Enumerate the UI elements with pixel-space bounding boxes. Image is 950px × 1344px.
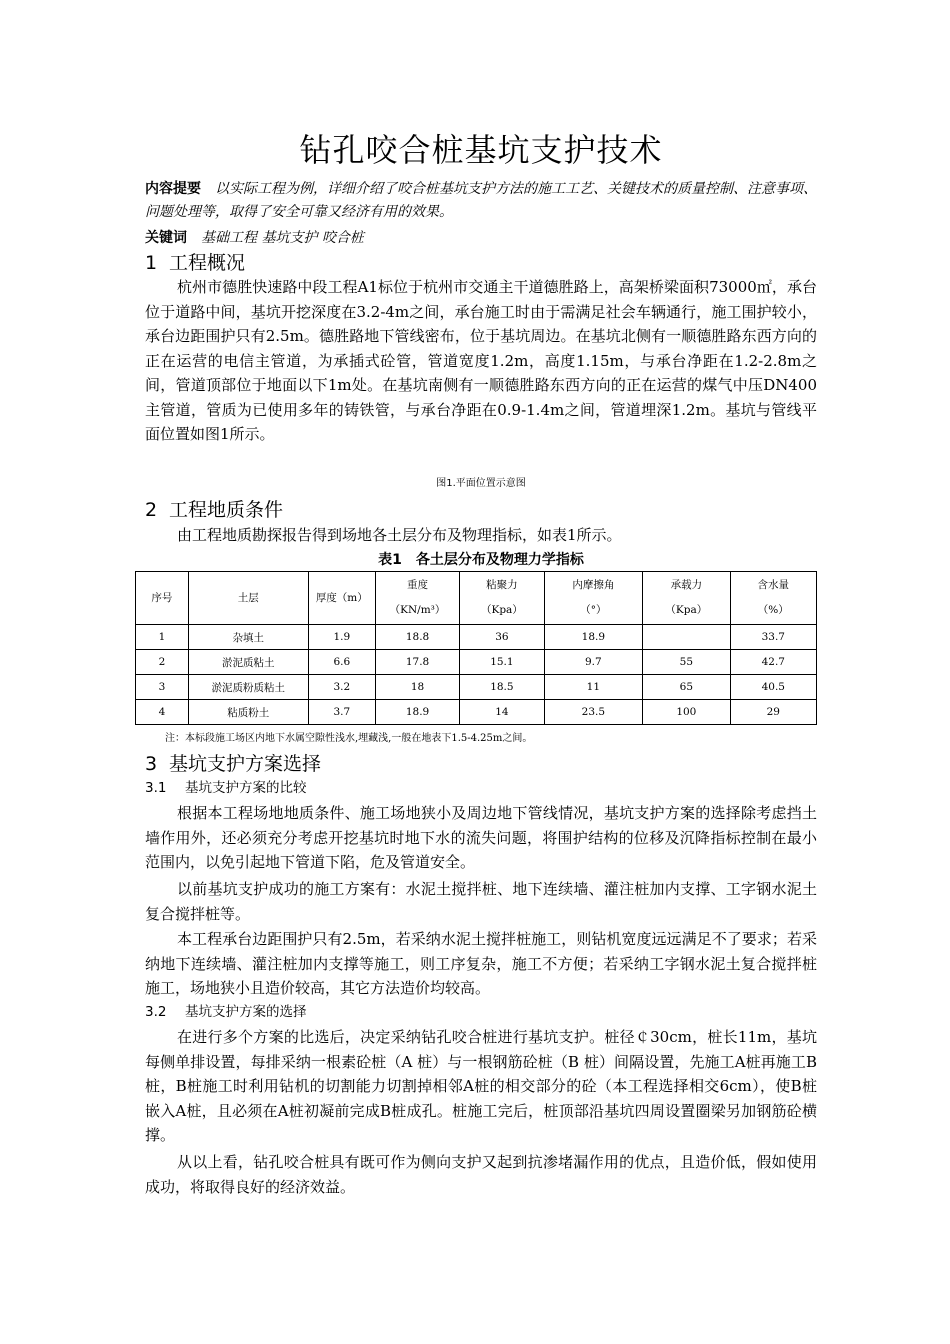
table-caption: 表1 各土层分布及物理力学指标 (378, 552, 584, 568)
section-3-number: 3 (145, 753, 158, 775)
header-cell: 内摩擦角 （°） (544, 572, 643, 625)
paragraph: 从以上看，钻孔咬合桩具有既可作为侧向支护又起到抗渗堵漏作用的优点，且造价低，假如使用成功，将取得良好的经济效益。 (145, 1153, 817, 1196)
table-cell: 29 (730, 700, 816, 725)
paragraph: 本工程承台边距围护只有2.5m，若采纳水泥土搅拌桩施工，则钻机宽度远远满足不了要求；若采纳地下连续墙、灌注桩加内支撑等施工，则工序复杂，施工不方便；若采纳工字钢水泥土复合搅拌桩施工，场地狭小且造价较高，其它方法造价均较高。 (145, 930, 817, 997)
keywords-text: 基础工程 基坑支护 咬合桩 (201, 230, 364, 246)
section-1-title: 工程概况 (169, 252, 246, 274)
table-cell (643, 625, 730, 650)
table-cell: 23.5 (544, 700, 643, 725)
section-1-number: 1 (145, 252, 158, 274)
subsection-3-2-title: 基坑支护方案的选择 (185, 1004, 307, 1020)
table-cell: 18.9 (544, 625, 643, 650)
table-cell: 3.7 (308, 700, 375, 725)
section-2-paragraph: 由工程地质勘探报告得到场地各土层分布及物理指标，如表1所示。 (177, 526, 622, 544)
paragraph: 以前基坑支护成功的施工方案有：水泥土搅拌桩、地下连续墙、灌注桩加内支撑、工字钢水泥土复合搅拌桩等。 (145, 880, 817, 923)
header-cell: 承载力 （Kpa） (643, 572, 730, 625)
section-2-heading (145, 498, 283, 522)
keywords-label: 关键词 (145, 230, 187, 246)
table-cell: 11 (544, 675, 643, 700)
table-cell: 粘质粉土 (188, 700, 308, 725)
paragraph: 在进行多个方案的比选后，决定采纳钻孔咬合桩进行基坑支护。桩径￠30cm，桩长11m，基坑每侧单排设置，每排采纳一根素砼桩（A 桩）与一根钢筋砼桩（B 桩）间隔设置，先施工A桩再施工B桩，B桩施工时利用钻机的切割能力切割掉相邻A桩的相交部分的砼（本工程选择相交6cm），使B桩嵌入A桩，且必须在A桩初凝前完成B桩成孔。桩施工完后，桩顶部沿基坑四周设置圈梁另加钢筋砼横撑。 (145, 1028, 817, 1144)
table-note: 注：本标段施工场区内地下水属空隙性浅水,埋藏浅,一般在地表下1.5-4.25m之间。 (165, 733, 533, 744)
section-2-title: 工程地质条件 (169, 499, 284, 521)
table-cell: 40.5 (730, 675, 816, 700)
section-3-title: 基坑支护方案选择 (169, 753, 322, 775)
table-cell: 9.7 (544, 650, 643, 675)
table-cell: 淤泥质粉质粘土 (188, 675, 308, 700)
header-cell: 含水量 （%） (730, 572, 816, 625)
table-row (136, 675, 817, 700)
section-1-paragraph: 杭州市德胜快速路中段工程A1标位于杭州市交通主干道德胜路上，高架桥梁面积73000㎡，承台位于道路中间，基坑开挖深度在3.2-4m之间，承台施工时由于需满足社会车辆通行，施工围护较小，承台边距围护只有2.5m。德胜路地下管线密布，位于基坑周边。在基坑北侧有一顺德胜路东西方向的正在运营的电信主管道，为承插式砼管，管道宽度1.2m，高度1.15m，与承台净距在1.2-2.8m之间，管道顶部位于地面以下1m处。在基坑南侧有一顺德胜路东西方向的正在运营的煤气中压DN400主管道，管质为已使用多年的铸铁管，与承台净距在0.9-1.4m之间，管道埋深1.2m。基坑与管线平面位置如图1所示。 (145, 278, 817, 443)
header-cell: 序号 (136, 572, 189, 625)
table-cell: 6.6 (308, 650, 375, 675)
table-row (136, 625, 817, 650)
subsection-3-1-heading (145, 779, 307, 797)
header-cell: 土层 (188, 572, 308, 625)
table-cell: 100 (643, 700, 730, 725)
subsection-3-1-title: 基坑支护方案的比较 (185, 780, 307, 796)
header-cell: 厚度（m） (308, 572, 375, 625)
table-header-row (136, 572, 817, 625)
table-cell: 淤泥质粘土 (188, 650, 308, 675)
table-cell: 17.8 (375, 650, 459, 675)
paragraph: 根据本工程场地地质条件、施工场地狭小及周边地下管线情况，基坑支护方案的选择除考虑挡土墙作用外，还必须充分考虑开挖基坑时地下水的流失问题，将围护结构的位移及沉降指标控制在最小范围内，以免引起地下管道下陷，危及管道安全。 (145, 804, 817, 871)
table-cell: 42.7 (730, 650, 816, 675)
subsection-3-2-number: 3.2 (145, 1004, 167, 1020)
table-row (136, 700, 817, 725)
section-1-heading (145, 251, 245, 275)
table-cell: 1 (136, 625, 189, 650)
table-cell: 33.7 (730, 625, 816, 650)
section-2-number: 2 (145, 499, 158, 521)
keywords (145, 228, 817, 248)
abstract (145, 178, 817, 224)
soil-table (135, 571, 817, 725)
table-cell: 14 (460, 700, 544, 725)
table-row (136, 650, 817, 675)
table-cell: 18 (375, 675, 459, 700)
page-title: 钻孔咬合桩基坑支护技术 (299, 131, 663, 169)
table-cell: 4 (136, 700, 189, 725)
header-cell: 粘聚力 （Kpa） (460, 572, 544, 625)
table-cell: 65 (643, 675, 730, 700)
table-cell: 3.2 (308, 675, 375, 700)
figure-caption: 图1.平面位置示意图 (436, 478, 526, 489)
table-cell: 18.5 (460, 675, 544, 700)
table-cell: 18.8 (375, 625, 459, 650)
header-cell: 重度 （KN/m³） (375, 572, 459, 625)
table-cell: 2 (136, 650, 189, 675)
abstract-text: 以实际工程为例，详细介绍了咬合桩基坑支护方法的施工工艺、关键技术的质量控制、注意事项、问题处理等，取得了安全可靠又经济有用的效果。 (145, 181, 817, 220)
subsection-3-1-number: 3.1 (145, 780, 167, 796)
table-cell: 18.9 (375, 700, 459, 725)
abstract-label: 内容提要 (145, 181, 201, 197)
subsection-3-2-heading (145, 1003, 307, 1021)
table-cell: 3 (136, 675, 189, 700)
table-cell: 1.9 (308, 625, 375, 650)
table-cell: 36 (460, 625, 544, 650)
table-cell: 15.1 (460, 650, 544, 675)
table-cell: 杂填土 (188, 625, 308, 650)
section-3-heading (145, 752, 321, 776)
table-cell: 55 (643, 650, 730, 675)
